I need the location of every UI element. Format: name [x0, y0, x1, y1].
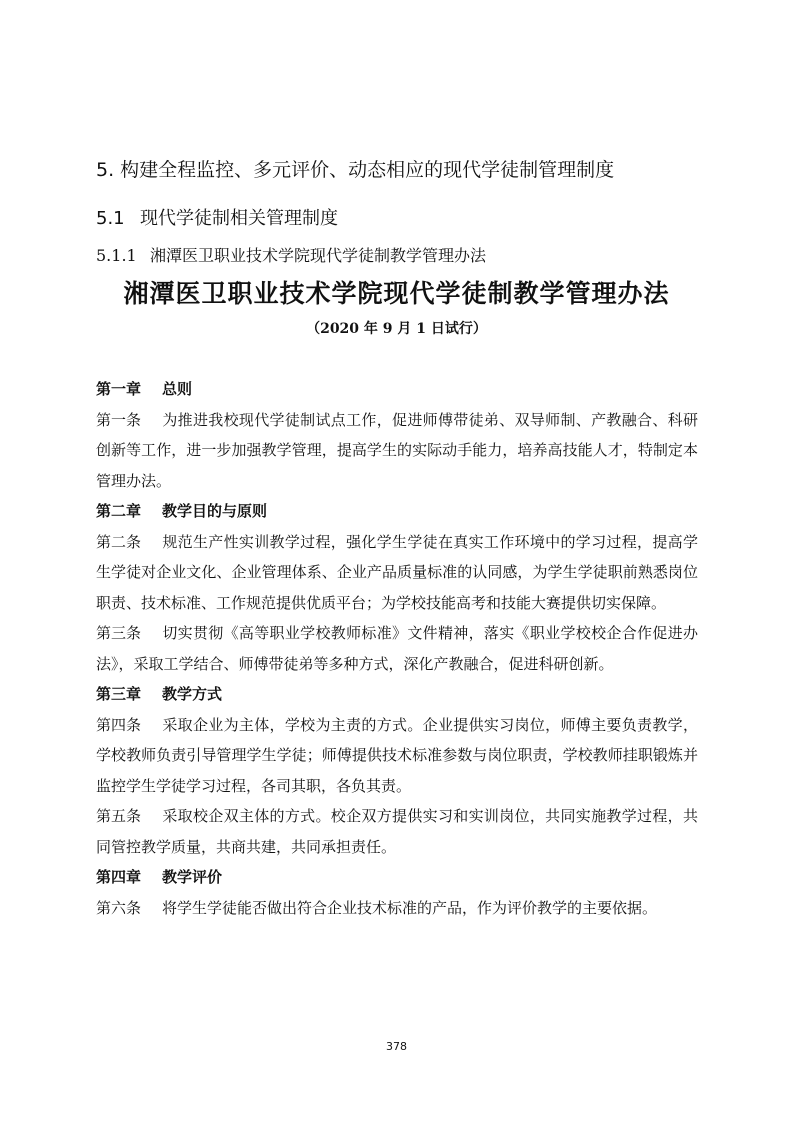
article-text: 为推进我校现代学徒制试点工作，促进师傅带徒弟、双导师制、产教融合、科研创新等工作，进一步加强教学管理，提高学生的实际动手能力，培养高技能人才，特制定本管理办法。: [96, 410, 698, 490]
chapter-number: 第一章: [96, 380, 142, 398]
document-title: 湘潭医卫职业技术学院现代学徒制教学管理办法: [123, 279, 670, 308]
article-text: 切实贯彻《高等职业学校教师标准》文件精神，落实《职业学校校企合作促进办法》，采取工学结合、师傅带徒弟等多种方式，深化产教融合，促进科研创新。: [96, 624, 698, 673]
article-paragraph: [96, 618, 698, 679]
chapter-title: 教学评价: [162, 868, 223, 886]
page-number: 378: [386, 1040, 407, 1053]
article-paragraph: [96, 405, 698, 497]
section-heading: 5. 构建全程监控、多元评价、动态相应的现代学徒制管理制度: [96, 159, 615, 181]
article-paragraph: [96, 710, 698, 802]
chapter-title: 教学目的与原则: [162, 502, 268, 520]
article-text: 将学生学徒能否做出符合企业技术标准的产品，作为评价教学的主要依据。: [162, 898, 658, 917]
chapter-heading: [96, 374, 698, 405]
article-number: 第六条: [96, 898, 142, 917]
chapter-title: 教学方式: [162, 685, 223, 703]
article-number: 第三条: [96, 624, 142, 642]
document-body: [96, 374, 698, 923]
article-paragraph: [96, 893, 698, 924]
article-number: 第五条: [96, 807, 142, 825]
chapter-number: 第四章: [96, 868, 142, 886]
subsection-number: 5.1: [96, 208, 125, 229]
chapter-title: 总则: [162, 380, 193, 398]
subsection-heading: [96, 206, 338, 232]
article-number: 第一条: [96, 410, 142, 429]
article-number: 第二条: [96, 532, 142, 551]
subsubsection-title: 湘潭医卫职业技术学院现代学徒制教学管理办法: [150, 246, 487, 265]
chapter-heading: [96, 496, 698, 527]
subsubsection-heading: [96, 245, 486, 267]
chapter-heading: [96, 679, 698, 710]
chapter-heading: [96, 862, 698, 893]
chapter-number: 第三章: [96, 685, 142, 703]
article-text: 采取企业为主体，学校为主责的方式。企业提供实习岗位，师傅主要负责教学，学校教师负责引导管理学生学徒；师傅提供技术标准参数与岗位职责，学校教师挂职锻炼并监控学生学徒学习过程，各司其职，各负其责。: [96, 715, 698, 795]
article-paragraph: [96, 801, 698, 862]
document-subtitle: （2020 年 9 月 1 日试行）: [306, 321, 487, 337]
chapter-number: 第二章: [96, 502, 142, 520]
subsubsection-number: 5.1.1: [96, 246, 137, 265]
article-paragraph: [96, 527, 698, 619]
article-text: 规范生产性实训教学过程，强化学生学徒在真实工作环境中的学习过程，提高学生学徒对企业文化、企业管理体系、企业产品质量标准的认同感，为学生学徒职前熟悉岗位职责、技术标准、工作规范提供优质平台；为学校技能高考和技能大赛提供切实保障。: [96, 532, 698, 612]
article-number: 第四条: [96, 715, 142, 734]
article-text: 采取校企双主体的方式。校企双方提供实习和实训岗位，共同实施教学过程，共同管控教学质量，共商共建，共同承担责任。: [96, 807, 698, 856]
subsection-title: 现代学徒制相关管理制度: [140, 208, 338, 229]
